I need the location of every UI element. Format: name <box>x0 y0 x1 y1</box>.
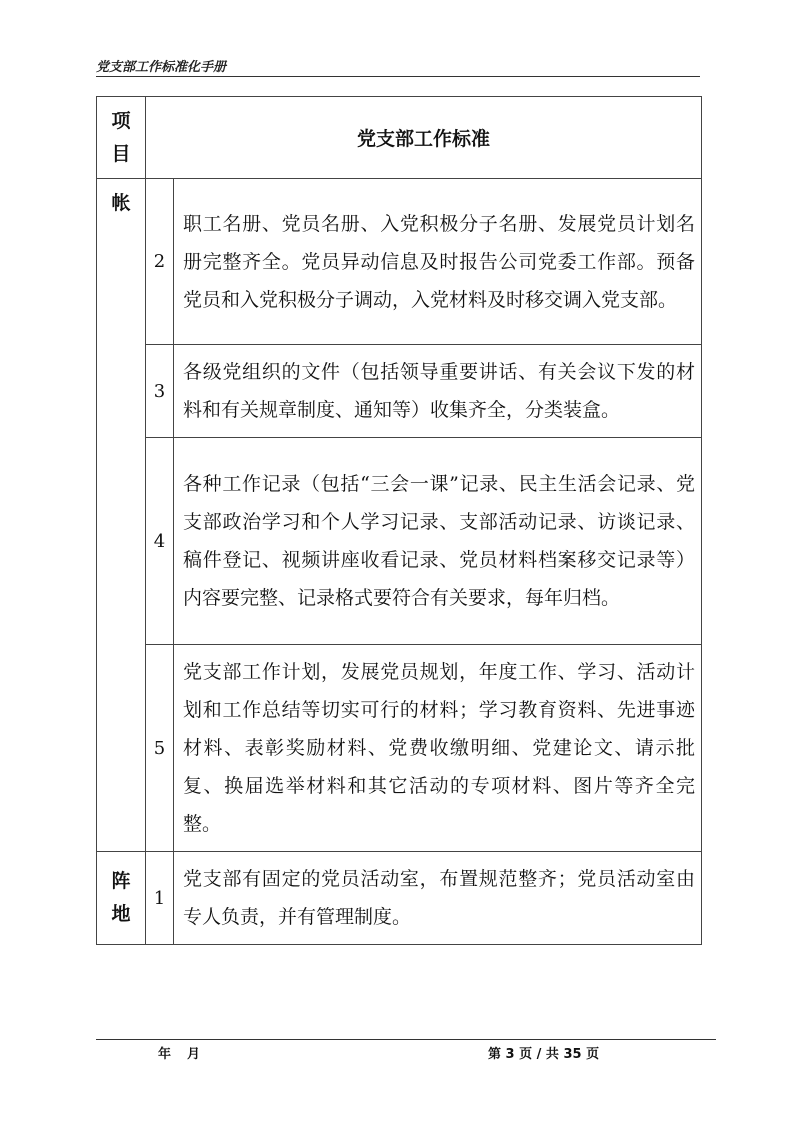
table-row <box>97 438 702 645</box>
row-text: 党支部有固定的党员活动室，布置规范整齐；党员活动室由专人负责，并有管理制度。 <box>174 852 702 945</box>
footer-page-current: 3 <box>505 1047 515 1062</box>
footer-date <box>158 1043 200 1062</box>
row-number: 3 <box>146 345 174 438</box>
page-header-title: 党支部工作标准化手册 <box>96 60 227 75</box>
table-row <box>97 179 702 345</box>
row-number: 1 <box>146 852 174 945</box>
table-row <box>97 852 702 945</box>
footer-page-total: 35 <box>563 1047 582 1062</box>
footer-month: 月 <box>187 1047 201 1062</box>
table-row <box>97 345 702 438</box>
table-row <box>97 645 702 852</box>
table-header-row <box>97 97 702 179</box>
footer-rule <box>96 1039 716 1040</box>
footer-page-number <box>488 1043 599 1062</box>
section-item-char: 帐 <box>111 192 131 214</box>
footer-year: 年 <box>158 1047 172 1062</box>
header-item-char: 项 <box>111 109 131 132</box>
footer-page-mid: 页 / 共 <box>519 1047 559 1062</box>
section-item-cell <box>97 179 146 852</box>
section-item-char: 地 <box>111 903 131 925</box>
footer-page-prefix: 第 <box>488 1047 502 1062</box>
row-number: 4 <box>146 438 174 645</box>
header-rule <box>96 76 700 77</box>
row-text: 各级党组织的文件（包括领导重要讲话、有关会议下发的材料和有关规章制度、通知等）收集齐全，分类装盒。 <box>174 345 702 438</box>
standards-table <box>96 96 702 945</box>
row-number: 5 <box>146 645 174 852</box>
row-text: 各种工作记录（包括“三会一课”记录、民主生活会记录、党支部政治学习和个人学习记录、支部活动记录、访谈记录、稿件登记、视频讲座收看记录、党员材料档案移交记录等）内容要完整、记录格式要符合有关要求，每年归档。 <box>174 438 702 645</box>
row-text: 党支部工作计划，发展党员规划，年度工作、学习、活动计划和工作总结等切实可行的材料；学习教育资料、先进事迹材料、表彰奖励材料、党费收缴明细、党建论文、请示批复、换届选举材料和其它活动的专项材料、图片等齐全完整。 <box>174 645 702 852</box>
header-item-cell <box>97 97 146 179</box>
header-standard-cell: 党支部工作标准 <box>146 97 702 179</box>
section-item-cell <box>97 852 146 945</box>
section-item-char: 阵 <box>111 870 131 892</box>
row-text: 职工名册、党员名册、入党积极分子名册、发展党员计划名册完整齐全。党员异动信息及时报告公司党委工作部。预备党员和入党积极分子调动，入党材料及时移交调入党支部。 <box>174 179 702 345</box>
header-item-char: 目 <box>111 142 131 165</box>
row-number: 2 <box>146 179 174 345</box>
footer-page-suffix: 页 <box>586 1047 600 1062</box>
